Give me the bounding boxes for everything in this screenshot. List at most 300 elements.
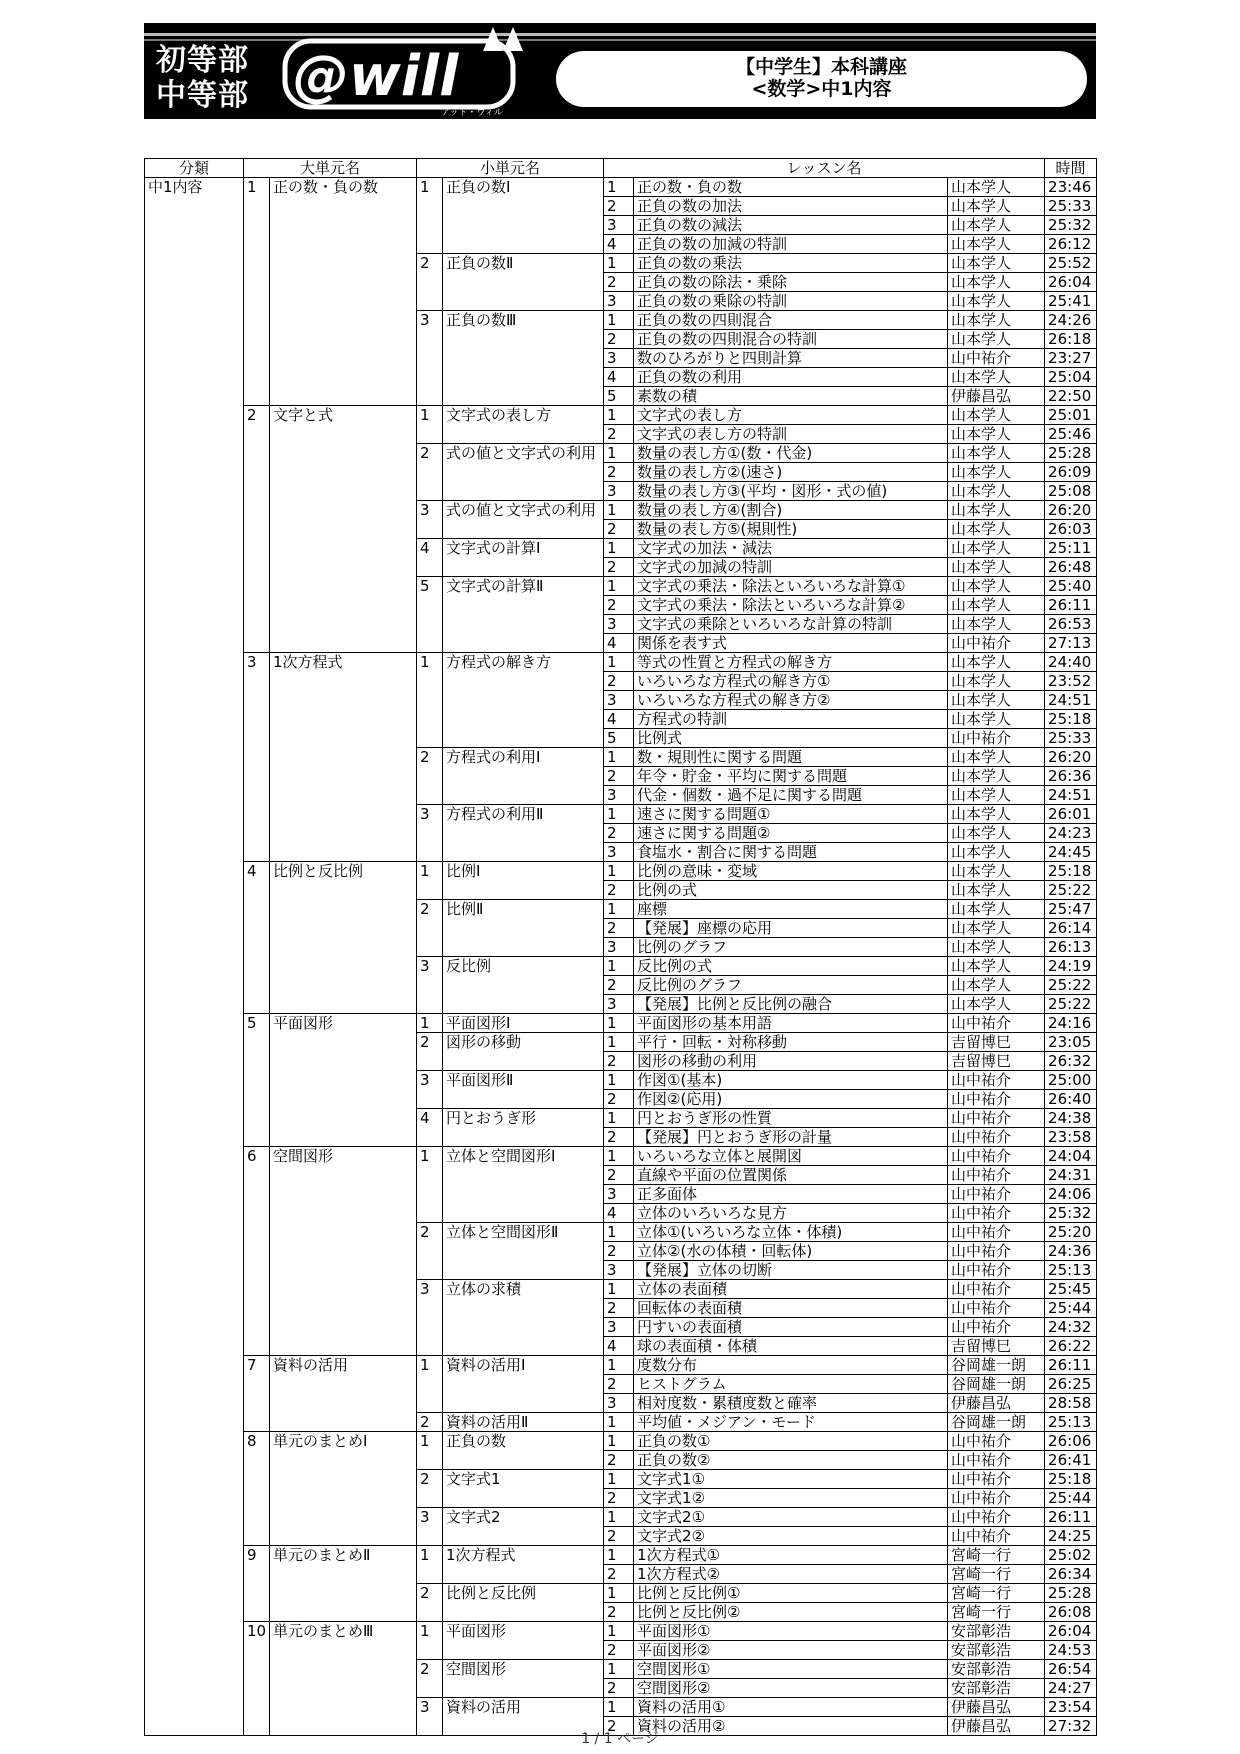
lesson-number: 3 bbox=[604, 786, 634, 805]
lesson-time: 25:13 bbox=[1045, 1413, 1097, 1432]
lesson-title: 平面図形② bbox=[634, 1641, 948, 1660]
lesson-teacher: 山本学人 bbox=[948, 691, 1045, 710]
lesson-time: 24:38 bbox=[1045, 1109, 1097, 1128]
lesson-time: 26:36 bbox=[1045, 767, 1097, 786]
lesson-number: 2 bbox=[604, 1489, 634, 1508]
lesson-time: 23:54 bbox=[1045, 1698, 1097, 1717]
lesson-number: 1 bbox=[604, 1508, 634, 1527]
lesson-time: 26:08 bbox=[1045, 1603, 1097, 1622]
lesson-time: 25:52 bbox=[1045, 254, 1097, 273]
minor-unit-name: 文字式の表し方 bbox=[443, 406, 604, 444]
minor-unit-name: 資料の活用 bbox=[443, 1698, 604, 1736]
logo-text: @will bbox=[293, 44, 459, 109]
lesson-title: 文字式の乗法・除法といろいろな計算① bbox=[634, 577, 948, 596]
lesson-time: 22:50 bbox=[1045, 387, 1097, 406]
minor-unit-number: 2 bbox=[417, 1470, 443, 1508]
header-major-unit: 大単元名 bbox=[244, 159, 417, 178]
table-row bbox=[145, 1432, 1097, 1451]
lesson-teacher: 山本学人 bbox=[948, 292, 1045, 311]
lesson-time: 26:25 bbox=[1045, 1375, 1097, 1394]
lesson-time: 24:40 bbox=[1045, 653, 1097, 672]
minor-unit-name: 正負の数Ⅱ bbox=[443, 254, 604, 311]
lesson-teacher: 山本学人 bbox=[948, 311, 1045, 330]
lesson-number: 3 bbox=[604, 1318, 634, 1337]
lesson-time: 26:04 bbox=[1045, 1622, 1097, 1641]
lesson-number: 3 bbox=[604, 1185, 634, 1204]
lesson-number: 1 bbox=[604, 1109, 634, 1128]
lesson-number: 1 bbox=[604, 1432, 634, 1451]
lesson-title: 比例と反比例① bbox=[634, 1584, 948, 1603]
major-unit-name: 正の数・負の数 bbox=[270, 178, 417, 406]
lesson-teacher: 山中祐介 bbox=[948, 1204, 1045, 1223]
major-unit-number: 1 bbox=[244, 178, 270, 406]
lesson-teacher: 宮崎一行 bbox=[948, 1565, 1045, 1584]
lesson-title: 文字式1① bbox=[634, 1470, 948, 1489]
lesson-teacher: 山本学人 bbox=[948, 748, 1045, 767]
lesson-number: 2 bbox=[604, 1641, 634, 1660]
lesson-teacher: 山本学人 bbox=[948, 254, 1045, 273]
lesson-time: 26:14 bbox=[1045, 919, 1097, 938]
lesson-time: 26:41 bbox=[1045, 1451, 1097, 1470]
lesson-teacher: 山中祐介 bbox=[948, 1185, 1045, 1204]
lesson-teacher: 山本学人 bbox=[948, 957, 1045, 976]
minor-unit-name: 平面図形 bbox=[443, 1622, 604, 1660]
lesson-number: 2 bbox=[604, 1299, 634, 1318]
lesson-number: 2 bbox=[604, 197, 634, 216]
lesson-teacher: 山本学人 bbox=[948, 235, 1045, 254]
lesson-title: 速さに関する問題② bbox=[634, 824, 948, 843]
lesson-teacher: 吉留博巳 bbox=[948, 1052, 1045, 1071]
lesson-teacher: 山中祐介 bbox=[948, 1299, 1045, 1318]
lesson-title: 正負の数の四則混合の特訓 bbox=[634, 330, 948, 349]
lesson-number: 3 bbox=[604, 1394, 634, 1413]
lesson-number: 2 bbox=[604, 1527, 634, 1546]
minor-unit-number: 3 bbox=[417, 1280, 443, 1356]
header-category: 分類 bbox=[145, 159, 244, 178]
lesson-teacher: 山本学人 bbox=[948, 995, 1045, 1014]
lesson-title: 正負の数② bbox=[634, 1451, 948, 1470]
lesson-teacher: 山本学人 bbox=[948, 444, 1045, 463]
minor-unit-name: 方程式の利用Ⅰ bbox=[443, 748, 604, 805]
lesson-title: 相対度数・累積度数と確率 bbox=[634, 1394, 948, 1413]
minor-unit-number: 2 bbox=[417, 1033, 443, 1071]
lesson-number: 2 bbox=[604, 1603, 634, 1622]
lesson-time: 26:13 bbox=[1045, 938, 1097, 957]
minor-unit-number: 1 bbox=[417, 862, 443, 900]
minor-unit-name: 円とおうぎ形 bbox=[443, 1109, 604, 1147]
title-box bbox=[556, 51, 1087, 107]
lesson-time: 25:32 bbox=[1045, 1204, 1097, 1223]
lesson-number: 4 bbox=[604, 634, 634, 653]
lesson-time: 27:32 bbox=[1045, 1717, 1097, 1736]
lesson-teacher: 山本学人 bbox=[948, 216, 1045, 235]
lesson-number: 1 bbox=[604, 1622, 634, 1641]
minor-unit-number: 3 bbox=[417, 501, 443, 539]
lesson-number: 2 bbox=[604, 1128, 634, 1147]
lesson-teacher: 山中祐介 bbox=[948, 1318, 1045, 1337]
minor-unit-number: 2 bbox=[417, 1584, 443, 1622]
major-unit-number: 5 bbox=[244, 1014, 270, 1147]
lesson-teacher: 谷岡雄一朗 bbox=[948, 1356, 1045, 1375]
lesson-title: 数量の表し方④(割合) bbox=[634, 501, 948, 520]
lesson-number: 3 bbox=[604, 691, 634, 710]
page-footer: 1 / 1 ページ bbox=[581, 1731, 659, 1747]
lesson-title: 反比例の式 bbox=[634, 957, 948, 976]
table-row bbox=[145, 653, 1097, 672]
lesson-title: 球の表面積・体積 bbox=[634, 1337, 948, 1356]
lesson-teacher: 山中祐介 bbox=[948, 729, 1045, 748]
lesson-number: 2 bbox=[604, 1090, 634, 1109]
lesson-teacher: 山本学人 bbox=[948, 767, 1045, 786]
lesson-title: 平面図形の基本用語 bbox=[634, 1014, 948, 1033]
lesson-number: 2 bbox=[604, 919, 634, 938]
minor-unit-number: 5 bbox=[417, 577, 443, 653]
lesson-time: 25:02 bbox=[1045, 1546, 1097, 1565]
lesson-title: 文字式の加減の特訓 bbox=[634, 558, 948, 577]
minor-unit-name: 文字式2 bbox=[443, 1508, 604, 1546]
lesson-title: 作図①(基本) bbox=[634, 1071, 948, 1090]
lesson-number: 2 bbox=[604, 273, 634, 292]
lesson-teacher: 山本学人 bbox=[948, 273, 1045, 292]
minor-unit-number: 4 bbox=[417, 539, 443, 577]
lesson-teacher: 山本学人 bbox=[948, 862, 1045, 881]
lesson-title: 方程式の特訓 bbox=[634, 710, 948, 729]
lesson-title: 立体②(水の体積・回転体) bbox=[634, 1242, 948, 1261]
minor-unit-number: 1 bbox=[417, 1622, 443, 1660]
lesson-title: 年令・貯金・平均に関する問題 bbox=[634, 767, 948, 786]
major-unit-number: 8 bbox=[244, 1432, 270, 1546]
minor-unit-name: 資料の活用Ⅰ bbox=[443, 1356, 604, 1413]
lesson-number: 2 bbox=[604, 824, 634, 843]
minor-unit-number: 1 bbox=[417, 1014, 443, 1033]
minor-unit-name: 図形の移動 bbox=[443, 1033, 604, 1071]
lesson-time: 26:11 bbox=[1045, 1508, 1097, 1527]
lesson-time: 24:19 bbox=[1045, 957, 1097, 976]
lesson-time: 25:44 bbox=[1045, 1489, 1097, 1508]
lesson-teacher: 山中祐介 bbox=[948, 1166, 1045, 1185]
minor-unit-name: 式の値と文字式の利用 bbox=[443, 501, 604, 539]
lesson-time: 23:52 bbox=[1045, 672, 1097, 691]
lesson-time: 26:34 bbox=[1045, 1565, 1097, 1584]
lesson-time: 23:05 bbox=[1045, 1033, 1097, 1052]
lesson-teacher: 山本学人 bbox=[948, 596, 1045, 615]
lesson-time: 26:11 bbox=[1045, 596, 1097, 615]
lesson-title: 数量の表し方②(速さ) bbox=[634, 463, 948, 482]
lesson-time: 25:45 bbox=[1045, 1280, 1097, 1299]
table-row bbox=[145, 1014, 1097, 1033]
lesson-title: 作図②(応用) bbox=[634, 1090, 948, 1109]
lesson-teacher: 山本学人 bbox=[948, 653, 1045, 672]
lesson-time: 26:04 bbox=[1045, 273, 1097, 292]
lesson-teacher: 谷岡雄一朗 bbox=[948, 1375, 1045, 1394]
lesson-teacher: 山中祐介 bbox=[948, 1451, 1045, 1470]
lesson-title: 座標 bbox=[634, 900, 948, 919]
lesson-time: 24:04 bbox=[1045, 1147, 1097, 1166]
lesson-teacher: 山本学人 bbox=[948, 197, 1045, 216]
lesson-time: 24:06 bbox=[1045, 1185, 1097, 1204]
minor-unit-name: 比例Ⅱ bbox=[443, 900, 604, 957]
major-unit-number: 9 bbox=[244, 1546, 270, 1622]
lesson-time: 26:01 bbox=[1045, 805, 1097, 824]
minor-unit-number: 2 bbox=[417, 444, 443, 501]
lesson-number: 2 bbox=[604, 976, 634, 995]
lesson-teacher: 山中祐介 bbox=[948, 1261, 1045, 1280]
lesson-title: 素数の積 bbox=[634, 387, 948, 406]
lesson-time: 25:22 bbox=[1045, 976, 1097, 995]
major-unit-number: 6 bbox=[244, 1147, 270, 1356]
lesson-time: 23:27 bbox=[1045, 349, 1097, 368]
lesson-number: 1 bbox=[604, 1660, 634, 1679]
lesson-time: 24:51 bbox=[1045, 786, 1097, 805]
lesson-teacher: 山本学人 bbox=[948, 976, 1045, 995]
lesson-teacher: 山本学人 bbox=[948, 938, 1045, 957]
minor-unit-name: 比例と反比例 bbox=[443, 1584, 604, 1622]
minor-unit-name: 1次方程式 bbox=[443, 1546, 604, 1584]
lesson-time: 24:53 bbox=[1045, 1641, 1097, 1660]
lesson-title: 代金・個数・過不足に関する問題 bbox=[634, 786, 948, 805]
lesson-title: 立体のいろいろな見方 bbox=[634, 1204, 948, 1223]
lesson-teacher: 山本学人 bbox=[948, 463, 1045, 482]
lesson-teacher: 山本学人 bbox=[948, 520, 1045, 539]
lesson-title: 文字式の表し方 bbox=[634, 406, 948, 425]
lesson-time: 25:22 bbox=[1045, 881, 1097, 900]
lesson-number: 1 bbox=[604, 1071, 634, 1090]
major-unit-name: 空間図形 bbox=[270, 1147, 417, 1356]
minor-unit-name: 立体と空間図形Ⅱ bbox=[443, 1223, 604, 1280]
department-label bbox=[156, 43, 249, 113]
lesson-number: 1 bbox=[604, 862, 634, 881]
lesson-number: 4 bbox=[604, 368, 634, 387]
lesson-teacher: 山本学人 bbox=[948, 710, 1045, 729]
lesson-number: 2 bbox=[604, 425, 634, 444]
lesson-title: 正負の数の四則混合 bbox=[634, 311, 948, 330]
lesson-time: 26:11 bbox=[1045, 1356, 1097, 1375]
lesson-number: 1 bbox=[604, 444, 634, 463]
lesson-title: 空間図形① bbox=[634, 1660, 948, 1679]
lesson-teacher: 谷岡雄一朗 bbox=[948, 1413, 1045, 1432]
lesson-teacher: 山本学人 bbox=[948, 482, 1045, 501]
minor-unit-number: 2 bbox=[417, 748, 443, 805]
minor-unit-name: 資料の活用Ⅱ bbox=[443, 1413, 604, 1432]
header-minor-unit: 小単元名 bbox=[417, 159, 604, 178]
lesson-time: 24:16 bbox=[1045, 1014, 1097, 1033]
major-unit-name: 単元のまとめⅢ bbox=[270, 1622, 417, 1736]
minor-unit-name: 立体と空間図形Ⅰ bbox=[443, 1147, 604, 1223]
major-unit-name: 比例と反比例 bbox=[270, 862, 417, 1014]
minor-unit-number: 3 bbox=[417, 1698, 443, 1736]
lesson-title: 立体の表面積 bbox=[634, 1280, 948, 1299]
minor-unit-name: 反比例 bbox=[443, 957, 604, 1014]
lesson-title: 数のひろがりと四則計算 bbox=[634, 349, 948, 368]
minor-unit-number: 2 bbox=[417, 1413, 443, 1432]
lesson-time: 26:12 bbox=[1045, 235, 1097, 254]
lesson-time: 25:47 bbox=[1045, 900, 1097, 919]
lesson-teacher: 山本学人 bbox=[948, 501, 1045, 520]
lesson-number: 2 bbox=[604, 520, 634, 539]
lesson-time: 26:32 bbox=[1045, 1052, 1097, 1071]
lesson-title: 比例式 bbox=[634, 729, 948, 748]
lesson-title: いろいろな立体と展開図 bbox=[634, 1147, 948, 1166]
major-unit-name: 文字と式 bbox=[270, 406, 417, 653]
minor-unit-name: 空間図形 bbox=[443, 1660, 604, 1698]
lesson-teacher: 山中祐介 bbox=[948, 1432, 1045, 1451]
logo-subtext: アット・ウィル bbox=[441, 108, 503, 118]
minor-unit-number: 3 bbox=[417, 805, 443, 862]
lesson-title: 回転体の表面積 bbox=[634, 1299, 948, 1318]
lesson-time: 25:28 bbox=[1045, 1584, 1097, 1603]
lesson-teacher: 山中祐介 bbox=[948, 1071, 1045, 1090]
lesson-time: 25:28 bbox=[1045, 444, 1097, 463]
lesson-number: 4 bbox=[604, 710, 634, 729]
lesson-time: 25:18 bbox=[1045, 862, 1097, 881]
lesson-number: 4 bbox=[604, 235, 634, 254]
lesson-title: いろいろな方程式の解き方① bbox=[634, 672, 948, 691]
lesson-title: 文字式の表し方の特訓 bbox=[634, 425, 948, 444]
department-line1: 初等部 bbox=[156, 43, 249, 78]
lesson-number: 5 bbox=[604, 387, 634, 406]
lesson-time: 26:09 bbox=[1045, 463, 1097, 482]
lesson-teacher: 安部彰浩 bbox=[948, 1622, 1045, 1641]
lesson-teacher: 山中祐介 bbox=[948, 1109, 1045, 1128]
lesson-teacher: 山中祐介 bbox=[948, 634, 1045, 653]
lesson-number: 1 bbox=[604, 501, 634, 520]
minor-unit-number: 1 bbox=[417, 1147, 443, 1223]
department-line2: 中等部 bbox=[156, 78, 249, 113]
lesson-teacher: 山本学人 bbox=[948, 824, 1045, 843]
lesson-teacher: 安部彰浩 bbox=[948, 1641, 1045, 1660]
lesson-teacher: 山中祐介 bbox=[948, 1527, 1045, 1546]
minor-unit-name: 正負の数Ⅲ bbox=[443, 311, 604, 406]
lesson-time: 26:54 bbox=[1045, 1660, 1097, 1679]
table-row bbox=[145, 406, 1097, 425]
lesson-teacher: 宮崎一行 bbox=[948, 1603, 1045, 1622]
lesson-number: 1 bbox=[604, 1470, 634, 1489]
table-row bbox=[145, 1622, 1097, 1641]
lesson-time: 26:53 bbox=[1045, 615, 1097, 634]
lesson-time: 25:33 bbox=[1045, 729, 1097, 748]
minor-unit-name: 立体の求積 bbox=[443, 1280, 604, 1356]
major-unit-name: 単元のまとめⅠ bbox=[270, 1432, 417, 1546]
lesson-number: 1 bbox=[604, 900, 634, 919]
lesson-title: 図形の移動の利用 bbox=[634, 1052, 948, 1071]
lesson-title: 1次方程式① bbox=[634, 1546, 948, 1565]
lesson-number: 2 bbox=[604, 881, 634, 900]
minor-unit-name: 文字式の計算Ⅱ bbox=[443, 577, 604, 653]
lesson-teacher: 山本学人 bbox=[948, 805, 1045, 824]
table-row bbox=[145, 1356, 1097, 1375]
lesson-number: 1 bbox=[604, 1014, 634, 1033]
lesson-time: 26:48 bbox=[1045, 558, 1097, 577]
lesson-time: 24:31 bbox=[1045, 1166, 1097, 1185]
table-header-row bbox=[145, 159, 1097, 178]
lesson-title: 【発展】座標の応用 bbox=[634, 919, 948, 938]
lesson-number: 1 bbox=[604, 1280, 634, 1299]
lesson-number: 1 bbox=[604, 653, 634, 672]
lesson-title: 資料の活用① bbox=[634, 1698, 948, 1717]
lesson-title: 【発展】円とおうぎ形の計量 bbox=[634, 1128, 948, 1147]
lesson-teacher: 山中祐介 bbox=[948, 1128, 1045, 1147]
lesson-number: 2 bbox=[604, 767, 634, 786]
lesson-title: 正負の数の加法 bbox=[634, 197, 948, 216]
lesson-number: 2 bbox=[604, 1375, 634, 1394]
lesson-time: 25:41 bbox=[1045, 292, 1097, 311]
minor-unit-number: 2 bbox=[417, 1223, 443, 1280]
table-row bbox=[145, 1147, 1097, 1166]
lesson-title: ヒストグラム bbox=[634, 1375, 948, 1394]
lesson-teacher: 山中祐介 bbox=[948, 1147, 1045, 1166]
lesson-time: 26:20 bbox=[1045, 748, 1097, 767]
lesson-teacher: 山本学人 bbox=[948, 672, 1045, 691]
lesson-title: 速さに関する問題① bbox=[634, 805, 948, 824]
lesson-number: 1 bbox=[604, 406, 634, 425]
lesson-teacher: 山本学人 bbox=[948, 558, 1045, 577]
lesson-number: 3 bbox=[604, 292, 634, 311]
lesson-title: 数量の表し方③(平均・図形・式の値) bbox=[634, 482, 948, 501]
page-header bbox=[144, 23, 1096, 119]
lesson-number: 2 bbox=[604, 1166, 634, 1185]
lesson-teacher: 山中祐介 bbox=[948, 1014, 1045, 1033]
minor-unit-number: 1 bbox=[417, 653, 443, 748]
minor-unit-name: 式の値と文字式の利用 bbox=[443, 444, 604, 501]
minor-unit-number: 3 bbox=[417, 1071, 443, 1109]
lesson-number: 3 bbox=[604, 615, 634, 634]
lesson-time: 25:18 bbox=[1045, 710, 1097, 729]
lesson-time: 25:46 bbox=[1045, 425, 1097, 444]
lesson-number: 3 bbox=[604, 349, 634, 368]
lesson-number: 2 bbox=[604, 1451, 634, 1470]
lesson-teacher: 山中祐介 bbox=[948, 1280, 1045, 1299]
lesson-title: 円すいの表面積 bbox=[634, 1318, 948, 1337]
lesson-time: 26:20 bbox=[1045, 501, 1097, 520]
lesson-teacher: 山本学人 bbox=[948, 900, 1045, 919]
header-time: 時間 bbox=[1045, 159, 1097, 178]
lesson-title: 資料の活用② bbox=[634, 1717, 948, 1736]
lesson-title: 立体①(いろいろな立体・体積) bbox=[634, 1223, 948, 1242]
lesson-title: 文字式2② bbox=[634, 1527, 948, 1546]
lesson-title: 文字式1② bbox=[634, 1489, 948, 1508]
minor-unit-name: 正負の数 bbox=[443, 1432, 604, 1470]
minor-unit-number: 2 bbox=[417, 1660, 443, 1698]
category-cell: 中1内容 bbox=[145, 178, 244, 1736]
lesson-time: 25:20 bbox=[1045, 1223, 1097, 1242]
lesson-teacher: 伊藤昌弘 bbox=[948, 1717, 1045, 1736]
minor-unit-name: 正負の数Ⅰ bbox=[443, 178, 604, 254]
lesson-number: 2 bbox=[604, 463, 634, 482]
lesson-title: 文字式の乗法・除法といろいろな計算② bbox=[634, 596, 948, 615]
lesson-teacher: 山本学人 bbox=[948, 919, 1045, 938]
lesson-title: 数・規則性に関する問題 bbox=[634, 748, 948, 767]
lesson-time: 24:27 bbox=[1045, 1679, 1097, 1698]
lesson-title: 比例の意味・変域 bbox=[634, 862, 948, 881]
lesson-number: 2 bbox=[604, 1052, 634, 1071]
title-line1: 【中学生】本科講座 bbox=[735, 56, 907, 78]
lesson-time: 24:32 bbox=[1045, 1318, 1097, 1337]
lesson-number: 1 bbox=[604, 1546, 634, 1565]
lesson-number: 1 bbox=[604, 1413, 634, 1432]
lesson-time: 25:32 bbox=[1045, 216, 1097, 235]
lesson-title: 円とおうぎ形の性質 bbox=[634, 1109, 948, 1128]
lesson-number: 1 bbox=[604, 1223, 634, 1242]
lesson-number: 1 bbox=[604, 577, 634, 596]
lesson-teacher: 吉留博巳 bbox=[948, 1337, 1045, 1356]
table-row bbox=[145, 862, 1097, 881]
lesson-teacher: 山本学人 bbox=[948, 406, 1045, 425]
minor-unit-name: 比例Ⅰ bbox=[443, 862, 604, 900]
lesson-number: 1 bbox=[604, 311, 634, 330]
lesson-teacher: 山本学人 bbox=[948, 368, 1045, 387]
lesson-time: 25:22 bbox=[1045, 995, 1097, 1014]
minor-unit-name: 文字式1 bbox=[443, 1470, 604, 1508]
